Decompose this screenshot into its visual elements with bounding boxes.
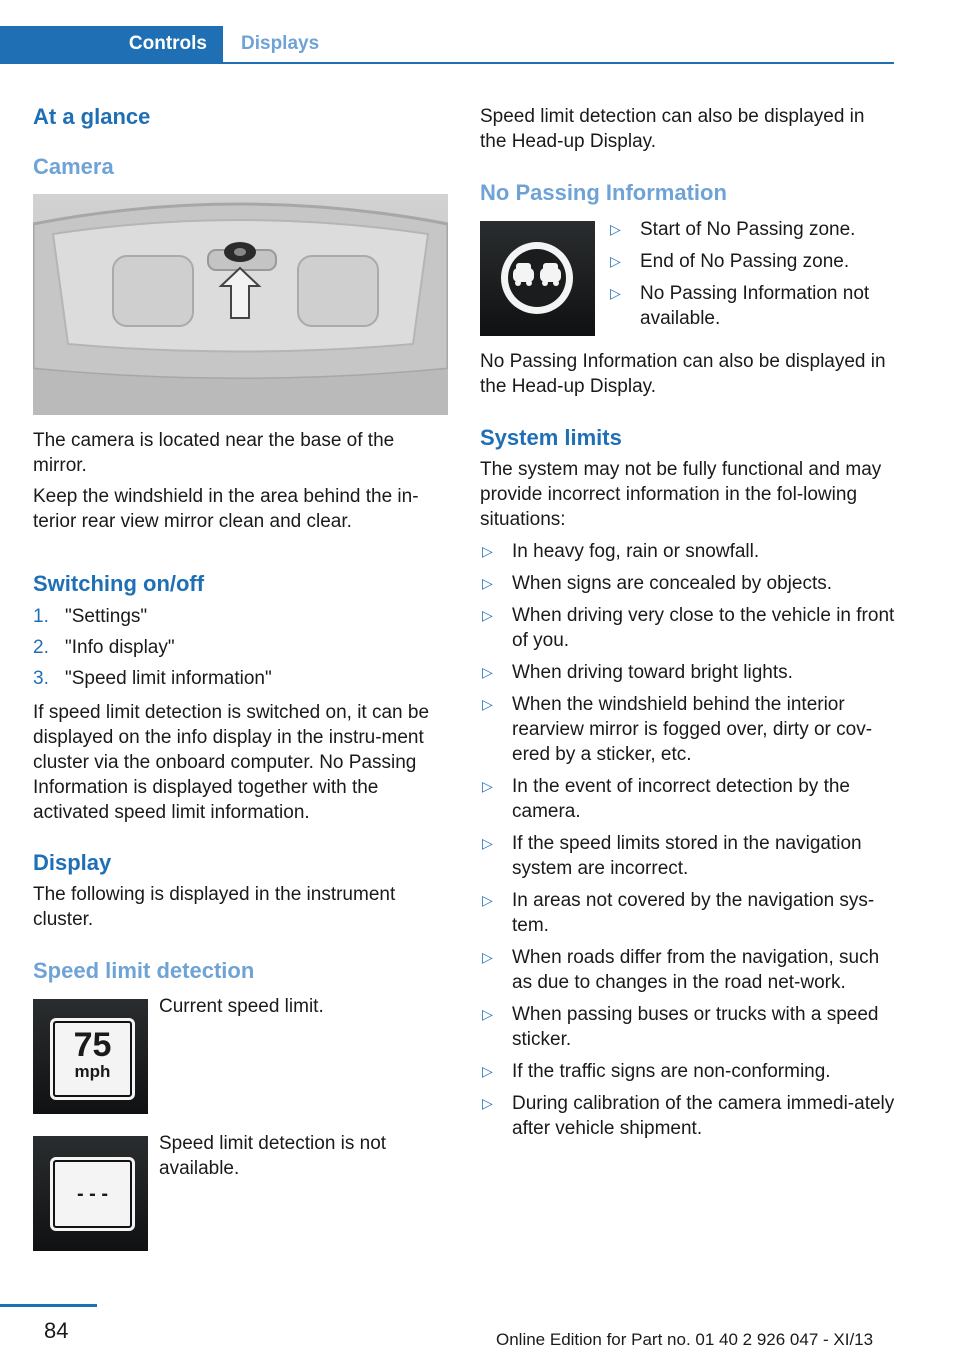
speed-limit-unavailable-icon: - - - xyxy=(33,1136,148,1251)
triangle-bullet-icon: ▷ xyxy=(482,949,493,965)
list-item: ▷ When roads differ from the navigation, such as due to changes in the road net‐work. xyxy=(482,947,880,993)
step-item: 3. "Speed limit information" xyxy=(33,668,272,689)
triangle-bullet-icon: ▷ xyxy=(482,696,493,712)
triangle-bullet-icon: ▷ xyxy=(610,253,621,269)
triangle-bullet-icon: ▷ xyxy=(482,835,493,851)
step-item: 1. "Settings" xyxy=(33,606,148,627)
tab-displays[interactable]: Displays xyxy=(241,33,320,54)
display-paragraph: The following is displayed in the instrument cluster. xyxy=(33,884,396,930)
no-passing-list xyxy=(608,217,898,338)
tab-controls[interactable]: Controls xyxy=(0,26,223,62)
list-item: ▷ When driving very close to the vehicle in front of you. xyxy=(482,605,895,651)
heading-no-passing-information: No Passing Information xyxy=(480,180,727,205)
camera-paragraph-2: Keep the windshield in the area behind the in‐terior rear view mirror clean and clear. xyxy=(33,486,419,532)
list-item: ▷ If the traffic signs are non-conforming. xyxy=(482,1061,831,1082)
section-tabbar xyxy=(0,26,894,64)
switching-paragraph: If speed limit detection is switched on, it can be displayed on the info display in the instru‐ment cluster via the onboard computer. No Passing Information is displayed together with the activated speed limit information. xyxy=(33,702,430,823)
camera-location-illustration xyxy=(33,194,448,415)
list-item: ▷ In heavy fog, rain or snowfall. xyxy=(482,541,760,562)
triangle-bullet-icon: ▷ xyxy=(482,892,493,908)
list-item: ▷ When the windshield behind the interior rearview mirror is fogged over, dirty or cov‐ered by a sticker, etc. xyxy=(482,694,873,765)
heading-at-a-glance: At a glance xyxy=(33,104,151,129)
triangle-bullet-icon: ▷ xyxy=(482,778,493,794)
heading-speed-limit-detection: Speed limit detection xyxy=(33,958,255,983)
list-item: ▷ End of No Passing zone. xyxy=(610,251,850,272)
camera-paragraph-1: The camera is located near the base of the mirror. xyxy=(33,430,395,476)
edition-note: Online Edition for Part no. 01 40 2 926 047 - XI/13 xyxy=(496,1330,874,1349)
step-item: 2. "Info display" xyxy=(33,637,175,658)
steps-list xyxy=(33,604,448,697)
current-speed-limit-text: Current speed limit. xyxy=(159,996,324,1017)
triangle-bullet-icon: ▷ xyxy=(482,575,493,591)
triangle-bullet-icon: ▷ xyxy=(610,221,621,237)
list-item: ▷ When driving toward bright lights. xyxy=(482,662,793,683)
speed-limit-sign-icon: 75 mph xyxy=(33,999,148,1114)
speed-limit-unavailable-text: Speed limit detection is not available. xyxy=(159,1133,387,1179)
triangle-bullet-icon: ▷ xyxy=(482,1063,493,1079)
triangle-bullet-icon: ▷ xyxy=(482,1006,493,1022)
triangle-bullet-icon: ▷ xyxy=(482,607,493,623)
heading-camera: Camera xyxy=(33,154,114,179)
list-item: ▷ No Passing Information not available. xyxy=(610,283,870,329)
npi-hud-paragraph: No Passing Information can also be displayed in the Head-up Display. xyxy=(480,351,886,397)
triangle-bullet-icon: ▷ xyxy=(482,664,493,680)
list-item: ▷ During calibration of the camera immedi‐ately after vehicle shipment. xyxy=(482,1093,895,1139)
triangle-bullet-icon: ▷ xyxy=(482,543,493,559)
system-limits-paragraph: The system may not be fully functional and may provide incorrect information in the fol‐lowing situations: xyxy=(480,459,882,530)
list-item: ▷ In areas not covered by the navigation sys‐tem. xyxy=(482,890,875,936)
list-item: ▷ Start of No Passing zone. xyxy=(610,219,856,240)
triangle-bullet-icon: ▷ xyxy=(482,1095,493,1111)
list-item: ▷ If the speed limits stored in the navigation system are incorrect. xyxy=(482,833,862,879)
list-item: ▷ When passing buses or trucks with a speed sticker. xyxy=(482,1004,879,1050)
page-number: 84 xyxy=(44,1318,69,1343)
list-item: ▷ When signs are concealed by objects. xyxy=(482,573,833,594)
heading-system-limits: System limits xyxy=(480,425,622,450)
no-passing-sign-icon xyxy=(480,221,595,336)
heading-switching: Switching on/off xyxy=(33,571,205,596)
triangle-bullet-icon: ▷ xyxy=(610,285,621,301)
heading-display: Display xyxy=(33,850,112,875)
list-item: ▷ In the event of incorrect detection by the camera. xyxy=(482,776,850,822)
footer-rule xyxy=(0,1304,97,1307)
system-limits-list xyxy=(480,539,895,1148)
hud-paragraph: Speed limit detection can also be displayed in the Head-up Display. xyxy=(480,106,865,152)
